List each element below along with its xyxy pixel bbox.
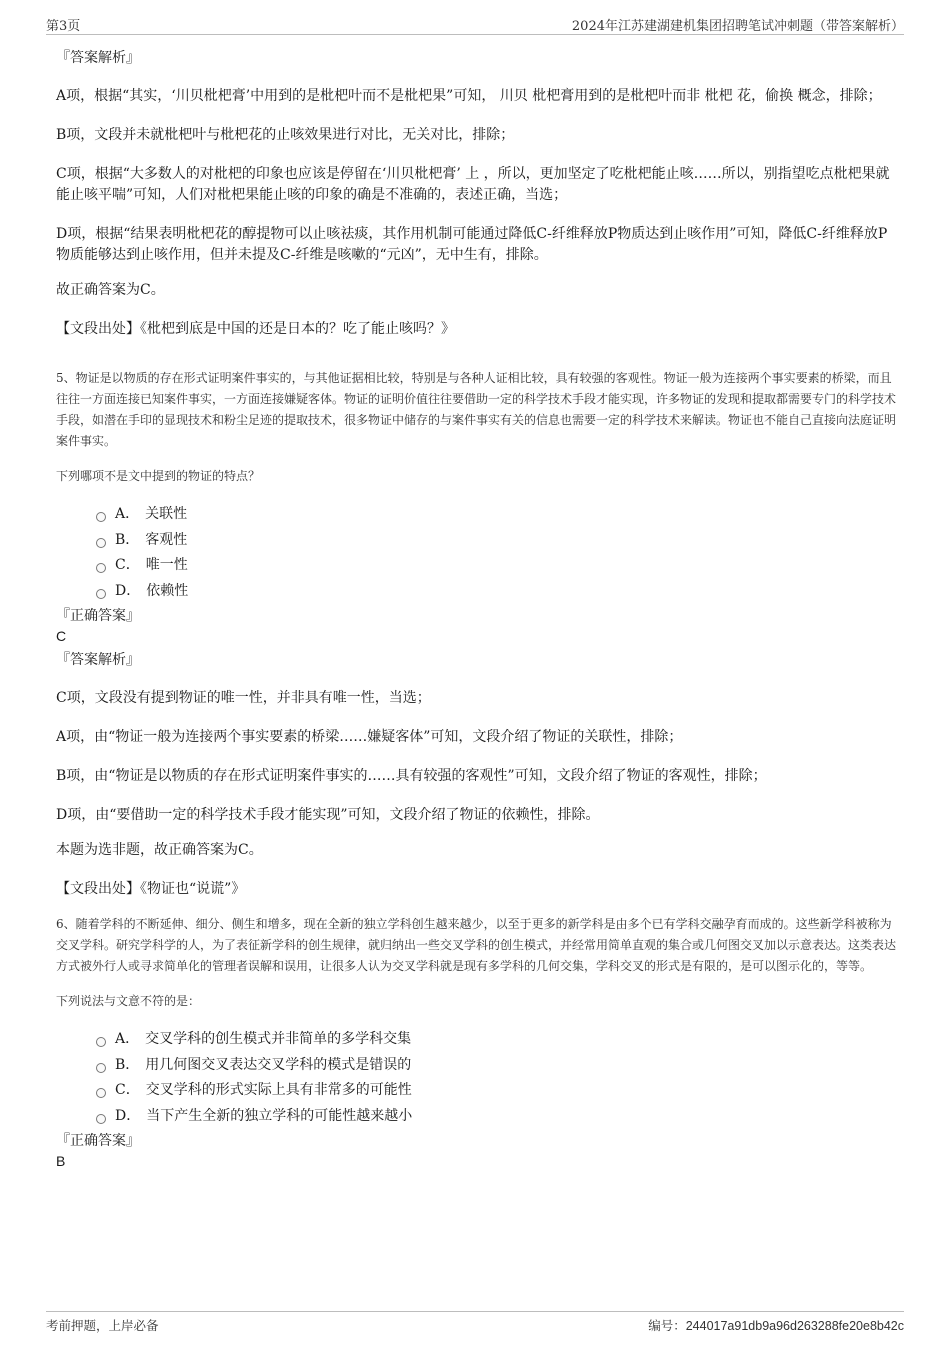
q5-option-c[interactable]: C． 唯一性 (96, 555, 896, 581)
q4-analysis-d: D项，根据“结果表明枇杷花的醇提物可以止咳祛痰，其作用机制可能通过降低C-纤维释放P物质达到止咳作用”可知，降低C-纤维释放P物质能够达到止咳作用，但并未提及C-纤维是咳嗽的“元凶”，无中生有，排除。 (56, 226, 888, 263)
radio-button-icon[interactable] (96, 538, 106, 548)
q6-option-c[interactable]: C． 交叉学科的形式实际上具有非常多的可能性 (96, 1080, 896, 1106)
q5-option-b[interactable]: B． 客观性 (96, 530, 896, 556)
q6-options (96, 1029, 896, 1131)
document-code-label: 编号： (648, 1318, 686, 1333)
radio-button-icon[interactable] (96, 563, 106, 573)
q5-conclusion: 本题为选非题，故正确答案为C。 (56, 842, 263, 858)
q5-source: 【文段出处】《物证也“说谎”》 (56, 881, 246, 897)
radio-button-icon[interactable] (96, 1063, 106, 1073)
q5-answer: C (56, 628, 67, 644)
q5-analysis-b: B项，由“物证是以物质的存在形式证明案件事实的……具有较强的客观性”可知，文段介绍了物证的客观性，排除； (56, 768, 767, 784)
q5-options (96, 504, 896, 606)
q5-option-d[interactable]: D． 依赖性 (96, 581, 896, 607)
q4-analysis-c: C项，根据“大多数人的对枇杷的印象也应该是停留在‘川贝枇杷膏’ 上 ，所以，更加坚定了吃枇杷能止咳……所以，别指望吃点枇杷果就能止咳平喘”可知，人们对枇杷果能止咳的印象的确是不准确的，表述正确，当选； (56, 166, 890, 203)
q6-answer-title: 『正确答案』 (56, 1133, 140, 1149)
radio-button-icon[interactable] (96, 1114, 106, 1124)
q4-analysis-a: A项，根据“其实，‘川贝枇杷膏’中用到的是枇杷叶而不是枇杷果”可知， 川贝 枇杷膏用到的是枇杷叶而非 枇杷 花，偷换 概念，排除； (56, 88, 882, 104)
q5-answer-title: 『正确答案』 (56, 608, 140, 624)
q6-option-d[interactable]: D． 当下产生全新的独立学科的可能性越来越小 (96, 1106, 896, 1132)
page-header (46, 14, 904, 35)
document-code (648, 1316, 904, 1334)
document-code-value: 244017a91db9a96d263288fe20e8b42c (685, 1319, 904, 1333)
q6-answer: B (56, 1153, 66, 1169)
q4-analysis-b: B项，文段并未就枇杷叶与枇杷花的止咳效果进行对比，无关对比，排除； (56, 127, 515, 143)
radio-button-icon[interactable] (96, 1037, 106, 1047)
page-number: 第3页 (46, 19, 81, 34)
q4-conclusion: 故正确答案为C。 (56, 282, 165, 298)
q5-analysis-d: D项，由“要借助一定的科学技术手段才能实现”可知，文段介绍了物证的依赖性，排除。 (56, 807, 600, 823)
q5-question: 下列哪项不是文中提到的物证的特点？ (56, 469, 261, 483)
footer-slogan: 考前押题，上岸必备 (46, 1318, 159, 1333)
q5-passage: 5、物证是以物质的存在形式证明案件事实的，与其他证据相比较，特别是与各种人证相比较，具有较强的客观性。物证一般为连接两个事实要素的桥梁，而且往往一方面连接已知案件事实，一方面连接嫌疑客体。物证的证明价值往往要借助一定的科学技术手段才能实现，许多物证的发现和提取都需要专门的科学技术手段，如潜在手印的显现技术和粉尘足迹的提取技术，很多物证中储存的与案件事实有关的信息也需要一定的科学技术来解读。物证也不能自己直接向法庭证明案件事实。 (56, 371, 897, 448)
q6-passage: 6、随着学科的不断延伸、细分、侧生和增多，现在全新的独立学科创生越来越少，以至于更多的新学科是由多个已有学科交融孕育而成的。这些新学科被称为交叉学科。研究学科学的人，为了表征新学科的创生规律，就归纳出一些交叉学科的创生模式，并经常用简单直观的集合或几何图交叉加以示意表达。这类表达方式被外行人或寻求简单化的管理者误解和误用，让很多人认为交叉学科就是现有多学科的几何交集，学科交叉的形式是有限的，是可以图示化的，等等。 (56, 917, 897, 973)
radio-button-icon[interactable] (96, 1088, 106, 1098)
radio-button-icon[interactable] (96, 589, 106, 599)
q5-option-a[interactable]: A． 关联性 (96, 504, 896, 530)
page-footer (46, 1311, 904, 1334)
q6-question: 下列说法与文意不符的是： (56, 994, 201, 1008)
q5-analysis-c: C项，文段没有提到物证的唯一性，并非具有唯一性，当选； (56, 690, 431, 706)
q5-analysis-title: 『答案解析』 (56, 652, 140, 668)
q5-analysis-a: A项，由“物证一般为连接两个事实要素的桥梁……嫌疑客体”可知，文段介绍了物证的关联性，排除； (56, 729, 683, 745)
q6-option-a[interactable]: A． 交叉学科的创生模式并非简单的多学科交集 (96, 1029, 896, 1055)
radio-button-icon[interactable] (96, 512, 106, 522)
q4-source: 【文段出处】《枇杷到底是中国的还是日本的？吃了能止咳吗？》 (56, 321, 455, 337)
q4-analysis-title: 『答案解析』 (56, 50, 140, 66)
page-content (56, 44, 896, 1171)
q6-option-b[interactable]: B． 用几何图交叉表达交叉学科的模式是错误的 (96, 1055, 896, 1081)
document-title: 2024年江苏建湖建机集团招聘笔试冲刺题（带答案解析） (571, 19, 904, 34)
